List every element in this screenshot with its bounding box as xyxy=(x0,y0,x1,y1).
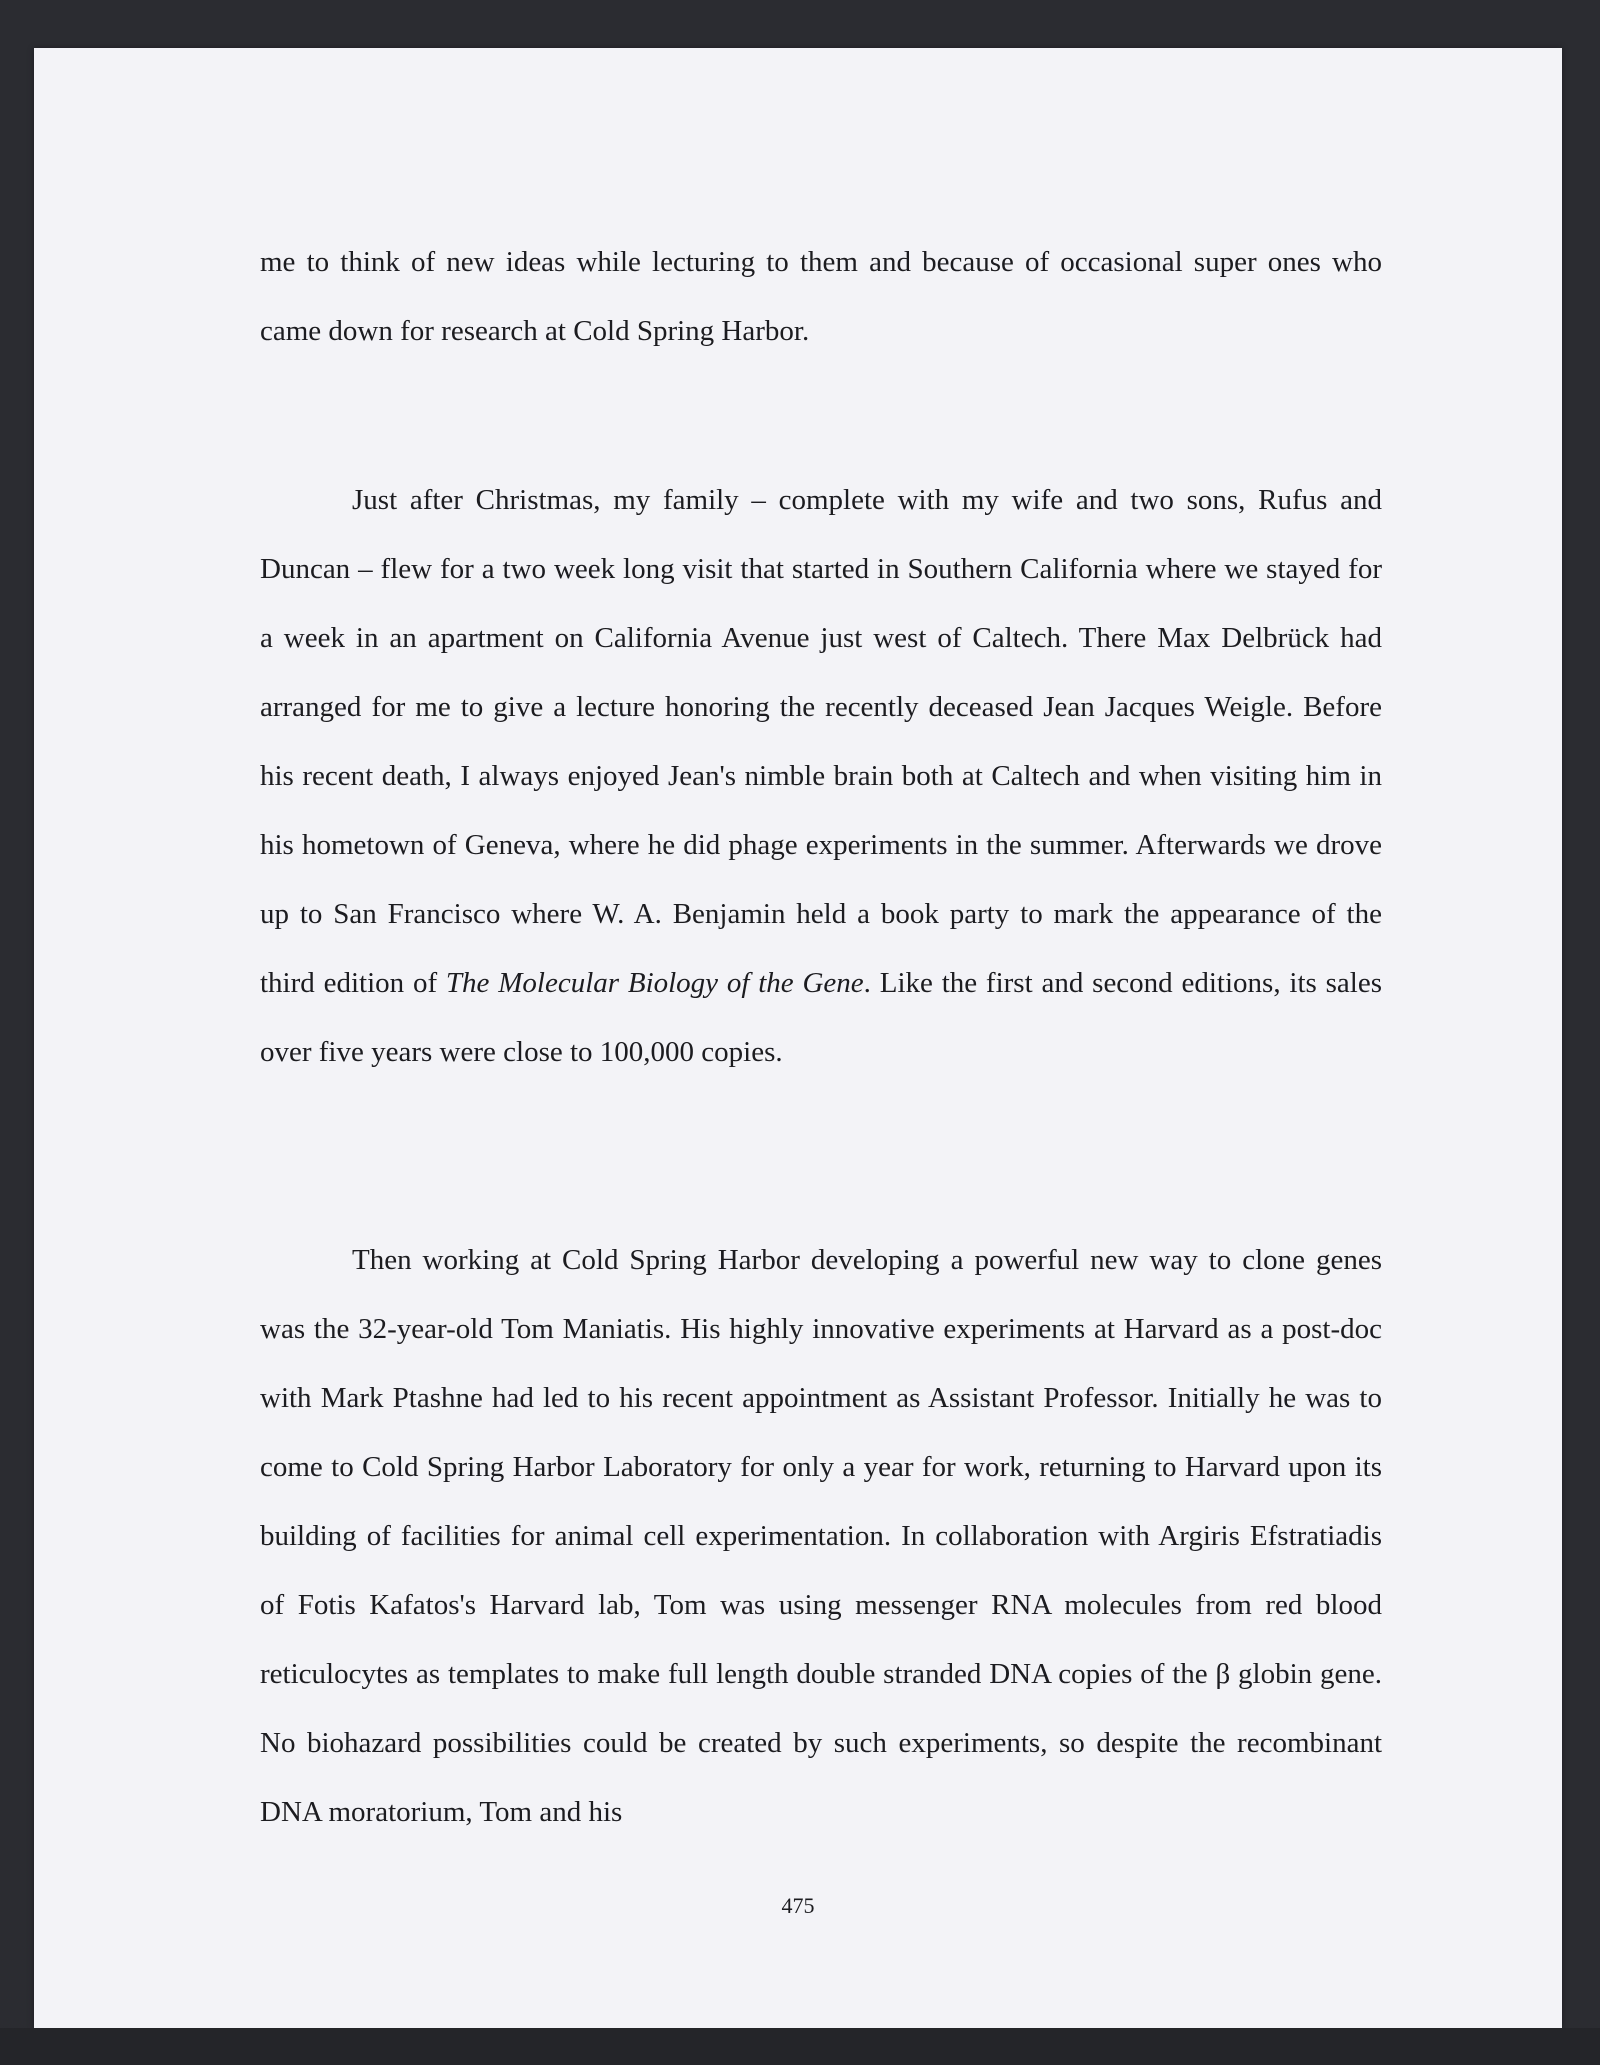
paragraph-1 xyxy=(260,228,1382,366)
book-title: The Molecular Biology of the Gene xyxy=(445,967,864,999)
paragraph-3 xyxy=(260,1226,1382,1847)
paragraph-2 xyxy=(260,466,1382,1087)
page-number: 475 xyxy=(781,1893,815,1918)
document-page xyxy=(34,48,1562,2028)
paragraph-2-text-start: Just after Christmas, my family – complete with my wife and two sons, Rufus and Duncan – flew for a two week long visit that started in Southern California where we stayed for a week in an apartment on California Avenue just west of Caltech. There Max Delbrück had arranged for me to give a lecture honoring the recently deceased Jean Jacques Weigle. Before his recent death, I always enjoyed Jean's nimble brain both at Caltech and when visiting him in his hometown of Geneva, where he did phage experiments in the summer. Afterwards we drove up to San Francisco where W. A. Benjamin held a book party to mark the appearance of the third edition of xyxy=(260,484,1382,999)
scan-background-edge xyxy=(0,2028,1600,2065)
paragraph-2-text-end: . Like the first and second editions, its sales over five years were close to 100,000 copies. xyxy=(260,967,1382,1068)
paragraph-3-text: Then working at Cold Spring Harbor developing a powerful new way to clone genes was the 32-year-old Tom Maniatis. His highly innovative experiments at Harvard as a post-doc with Mark Ptashne had led to his recent appointment as Assistant Professor. Initially he was to come to Cold Spring Harbor Laboratory for only a year for work, returning to Harvard upon its building of facilities for animal cell experimentation. In collaboration with Argiris Efstratiadis of Fotis Kafatos's Harvard lab, Tom was using messenger RNA molecules from red blood reticulocytes as templates to make full length double stranded DNA copies of the β globin gene. No biohazard possibilities could be created by such experiments, so despite the recombinant DNA moratorium, Tom and his xyxy=(260,1244,1382,1828)
paragraph-1-text: me to think of new ideas while lecturing to them and because of occasional super ones who came down for research at Cold Spring Harbor. xyxy=(260,246,1382,347)
